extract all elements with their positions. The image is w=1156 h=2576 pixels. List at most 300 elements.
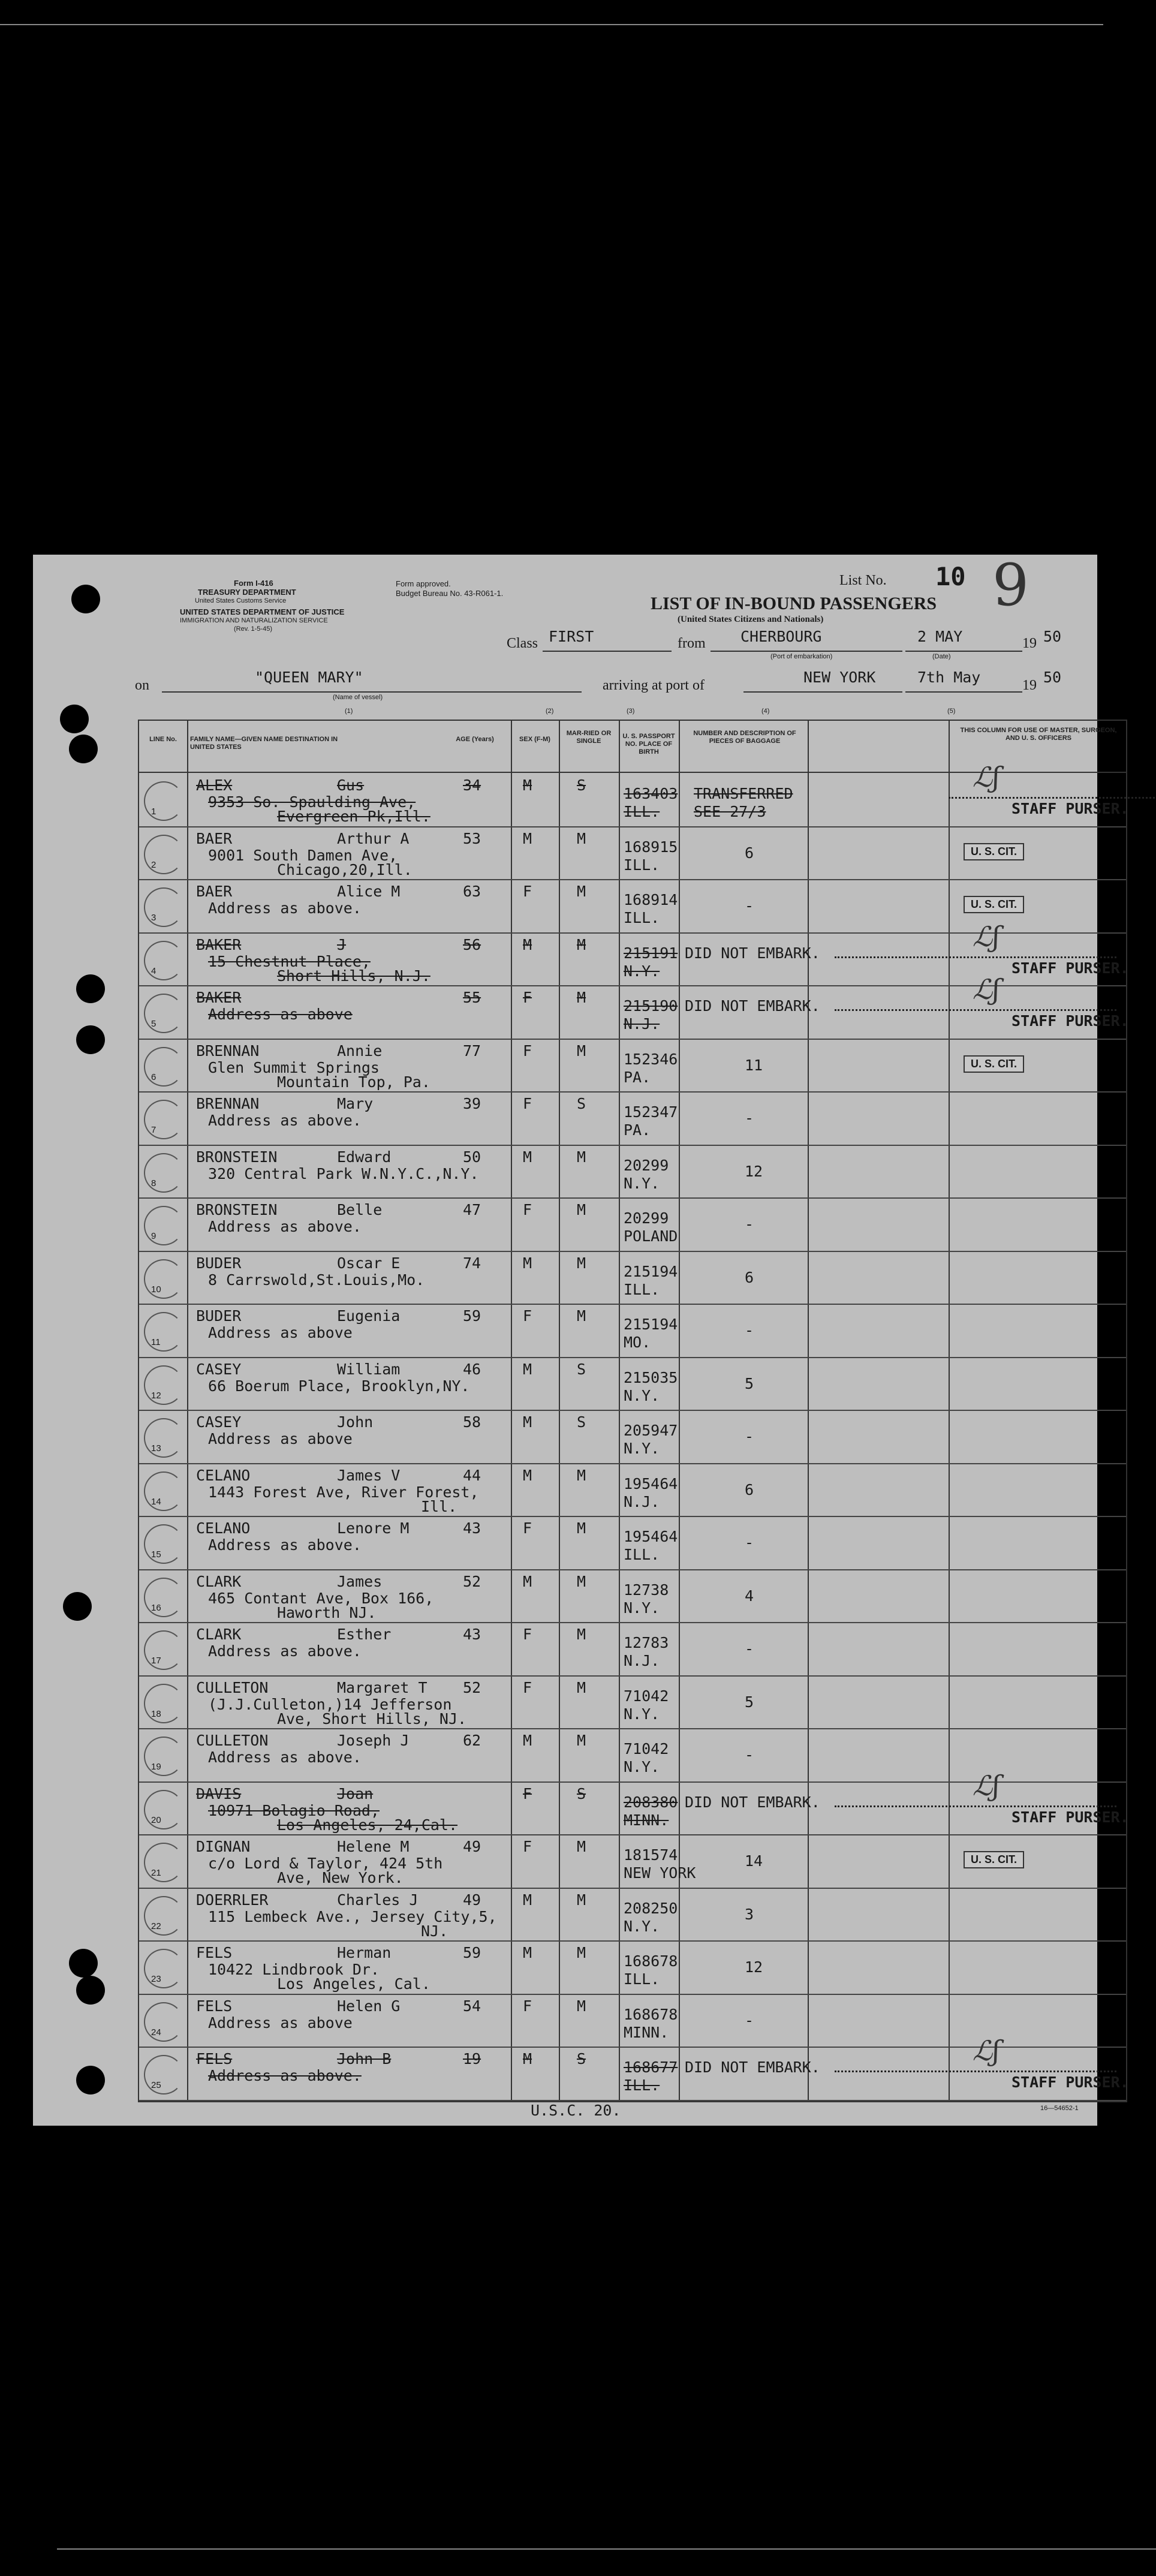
address-line-2: Short Hills, N.J. bbox=[277, 967, 431, 985]
col-num-2: (2) bbox=[546, 708, 554, 715]
line-number: 8 bbox=[151, 1178, 156, 1188]
from-label: from bbox=[678, 636, 706, 651]
marital-status: M bbox=[577, 1148, 586, 1166]
address-line-1: Address as above. bbox=[208, 1112, 362, 1129]
baggage-note: SEE 27/3 bbox=[694, 803, 766, 820]
family-name: BAKER bbox=[196, 989, 242, 1006]
given-name: William bbox=[337, 1360, 401, 1378]
header-passport: U. S. PASSPORT NO. PLACE OF BIRTH bbox=[622, 733, 675, 756]
table-row bbox=[139, 1304, 1126, 1358]
family-name: CASEY bbox=[196, 1360, 242, 1378]
baggage: TRANSFERRED bbox=[694, 785, 793, 802]
col-num-1: (1) bbox=[345, 708, 353, 715]
sex: M bbox=[523, 1732, 532, 1749]
age: 44 bbox=[463, 1466, 481, 1484]
given-name: Alice M bbox=[337, 883, 401, 900]
baggage: 12 bbox=[745, 1162, 763, 1180]
passport-number: 215194 bbox=[624, 1262, 678, 1280]
address-line-2: Ill. bbox=[421, 1497, 457, 1515]
age: 63 bbox=[463, 883, 481, 900]
line-number: 25 bbox=[151, 2080, 161, 2090]
place-of-birth: N.Y. bbox=[624, 1599, 660, 1617]
address-line-2: Los Angeles, Cal. bbox=[277, 1975, 431, 1993]
place-of-birth: POLAND bbox=[624, 1227, 678, 1245]
baggage: - bbox=[745, 2011, 754, 2029]
table-row bbox=[139, 1769, 1129, 1836]
dotted-line bbox=[835, 956, 1116, 958]
place-of-birth: PA. bbox=[624, 1121, 651, 1139]
marital-status: M bbox=[577, 1997, 586, 2015]
baggage: - bbox=[745, 1640, 754, 1657]
tick-mark bbox=[144, 1737, 183, 1776]
baggage: DID NOT EMBARK. bbox=[685, 997, 820, 1015]
given-name: Gus bbox=[337, 777, 365, 794]
address-line-1: (J.J.Culleton,)14 Jefferson bbox=[208, 1695, 452, 1713]
table-row bbox=[139, 1091, 1126, 1146]
address-line-1: Address as above. bbox=[208, 2067, 362, 2084]
table-row bbox=[139, 1463, 1126, 1518]
footer-form-code: U.S.C. 20. bbox=[531, 2102, 621, 2119]
passport-number: 215191 bbox=[624, 944, 678, 962]
age: 49 bbox=[463, 1838, 481, 1855]
tick-mark bbox=[144, 1896, 183, 1936]
baggage: 3 bbox=[745, 1905, 754, 1923]
given-name: Joan bbox=[337, 1784, 374, 1802]
given-name: John B bbox=[337, 2050, 392, 2068]
port-caption: (Port of embarkation) bbox=[770, 653, 833, 660]
tick-mark bbox=[144, 994, 183, 1033]
given-name: James bbox=[337, 1572, 383, 1590]
baggage: - bbox=[745, 1109, 754, 1127]
address-line-1: Address as above. bbox=[208, 899, 362, 917]
baggage: DID NOT EMBARK. bbox=[685, 1793, 820, 1811]
age: 74 bbox=[463, 1254, 481, 1272]
address-line-1: 66 Boerum Place, Brooklyn,NY. bbox=[208, 1377, 470, 1395]
marital-status: M bbox=[577, 883, 586, 900]
sex: M bbox=[523, 1891, 532, 1909]
address-line-2: Haworth NJ. bbox=[277, 1603, 377, 1621]
marital-status: M bbox=[577, 1838, 586, 1855]
family-name: BRENNAN bbox=[196, 1095, 260, 1112]
age: 47 bbox=[463, 1201, 481, 1218]
vessel-caption: (Name of vessel) bbox=[333, 694, 383, 701]
place-of-birth: N.Y. bbox=[624, 962, 660, 980]
tick-mark bbox=[144, 1471, 183, 1511]
line-number: 17 bbox=[151, 1656, 161, 1666]
address-line-2: Ave, Short Hills, NJ. bbox=[277, 1710, 467, 1728]
age: 19 bbox=[463, 2050, 481, 2068]
punch-hole bbox=[69, 1949, 98, 1978]
class-label: Class bbox=[507, 636, 538, 651]
tick-mark bbox=[144, 1312, 183, 1352]
place-of-birth: PA. bbox=[624, 1068, 651, 1086]
address-line-1: 10422 Lindbrook Dr. bbox=[208, 1961, 380, 1978]
table-row bbox=[139, 1145, 1126, 1199]
passport-number: 71042 bbox=[624, 1740, 669, 1758]
tick-mark bbox=[144, 1259, 183, 1299]
address-line-2: Mountain Top, Pa. bbox=[277, 1073, 431, 1091]
place-of-birth: N.J. bbox=[624, 1015, 660, 1033]
line-number: 5 bbox=[151, 1019, 156, 1029]
date-caption: (Date) bbox=[932, 653, 951, 660]
line-number: 3 bbox=[151, 913, 156, 923]
marital-status: M bbox=[577, 1944, 586, 1961]
arrival-date-underline bbox=[905, 691, 1022, 693]
dotted-line bbox=[835, 1805, 1116, 1807]
passport-number: 152346 bbox=[624, 1050, 678, 1068]
given-name: Belle bbox=[337, 1201, 383, 1218]
place-of-birth: MINN. bbox=[624, 1811, 669, 1829]
passport-number: 195464 bbox=[624, 1528, 678, 1545]
family-name: DOERRLER bbox=[196, 1891, 269, 1909]
given-name: Arthur A bbox=[337, 829, 410, 847]
place-of-birth: N.Y. bbox=[624, 1386, 660, 1404]
sex: F bbox=[523, 1838, 532, 1855]
scan-edge-bottom bbox=[57, 2548, 1156, 2550]
baggage: 6 bbox=[745, 844, 754, 862]
tick-mark bbox=[144, 887, 183, 927]
address-line-1: 115 Lembeck Ave., Jersey City,5, bbox=[208, 1907, 497, 1925]
dotted-line bbox=[835, 2071, 1116, 2072]
age: 43 bbox=[463, 1519, 481, 1537]
table-row bbox=[139, 826, 1126, 881]
sex: M bbox=[523, 1360, 532, 1378]
year-embark: 50 bbox=[1043, 628, 1062, 645]
family-name: FELS bbox=[196, 2050, 233, 2068]
age: 54 bbox=[463, 1997, 481, 2015]
table-row bbox=[139, 1516, 1126, 1570]
table-row bbox=[139, 1888, 1126, 1942]
baggage: DID NOT EMBARK. bbox=[685, 944, 820, 962]
punch-hole bbox=[76, 1976, 105, 2005]
given-name: Herman bbox=[337, 1944, 392, 1961]
passport-number: 205947 bbox=[624, 1422, 678, 1439]
baggage: 5 bbox=[745, 1693, 754, 1711]
line-number: 10 bbox=[151, 1284, 161, 1295]
line-number: 2 bbox=[151, 859, 156, 870]
address-line-1: Address as above bbox=[208, 1430, 353, 1448]
passenger-table bbox=[138, 720, 1127, 2102]
tick-mark bbox=[144, 2002, 183, 2042]
address-line-1: 9001 South Damen Ave, bbox=[208, 846, 398, 864]
budget-bureau: Budget Bureau No. 43-R061-1. bbox=[396, 589, 504, 598]
dotted-line bbox=[949, 797, 1156, 799]
marital-status: M bbox=[577, 1307, 586, 1325]
address-line-1: 10971 Bolagio Road, bbox=[208, 1801, 380, 1819]
baggage: 12 bbox=[745, 1958, 763, 1976]
tick-mark bbox=[144, 781, 183, 821]
address-line-2: Los Angeles, 24,Cal. bbox=[277, 1816, 458, 1834]
place-of-birth: N.J. bbox=[624, 1652, 660, 1669]
staff-purser-note: STAFF PURSER. bbox=[1012, 2074, 1129, 2091]
header-sex: SEX (F-M) bbox=[519, 736, 550, 743]
sex: M bbox=[523, 1944, 532, 1961]
line-number: 15 bbox=[151, 1549, 161, 1560]
sex: F bbox=[523, 1042, 532, 1060]
sex: M bbox=[523, 829, 532, 847]
tick-mark bbox=[144, 1153, 183, 1193]
staff-purser-note: STAFF PURSER. bbox=[1012, 1808, 1129, 1826]
revision-date: (Rev. 1-5-45) bbox=[234, 625, 272, 633]
age: 52 bbox=[463, 1572, 481, 1590]
tick-mark bbox=[144, 1630, 183, 1670]
address-line-1: c/o Lord & Taylor, 424 5th bbox=[208, 1855, 443, 1872]
marital-status: S bbox=[577, 1360, 586, 1378]
line-number: 6 bbox=[151, 1072, 156, 1082]
age: 46 bbox=[463, 1360, 481, 1378]
sex: M bbox=[523, 1413, 532, 1431]
table-row bbox=[139, 1251, 1126, 1305]
passport-number: 71042 bbox=[624, 1687, 669, 1705]
age: 52 bbox=[463, 1678, 481, 1696]
family-name: CLARK bbox=[196, 1572, 242, 1590]
port-of-arrival: NEW YORK bbox=[803, 669, 876, 686]
family-name: BUDER bbox=[196, 1254, 242, 1272]
department-justice: UNITED STATES DEPARTMENT OF JUSTICE bbox=[180, 607, 345, 616]
passport-number: 12738 bbox=[624, 1581, 669, 1599]
family-name: BAER bbox=[196, 829, 233, 847]
header-family-name: FAMILY NAME—GIVEN NAME DESTINATION IN UNITED STATES bbox=[190, 736, 338, 751]
given-name: Joseph J bbox=[337, 1732, 410, 1749]
punch-hole bbox=[63, 1592, 92, 1621]
place-of-birth: MINN. bbox=[624, 2023, 669, 2041]
given-name: Margaret T bbox=[337, 1678, 428, 1696]
date-underline bbox=[905, 651, 1022, 652]
tick-mark bbox=[144, 1578, 183, 1617]
department-treasury: TREASURY DEPARTMENT bbox=[198, 588, 296, 597]
sex: F bbox=[523, 1307, 532, 1325]
place-of-birth: N.Y. bbox=[624, 1705, 660, 1723]
passport-number: 12783 bbox=[624, 1634, 669, 1651]
passport-number: 168914 bbox=[624, 891, 678, 908]
header-officials: THIS COLUMN FOR USE OF MASTER, SURGEON, AND U. S. OFFICERS bbox=[960, 727, 1117, 742]
address-line-1: Address as above. bbox=[208, 1642, 362, 1660]
arriving-label: arriving at port of bbox=[603, 678, 705, 693]
passport-number: 208380 bbox=[624, 1793, 678, 1811]
passport-number: 195464 bbox=[624, 1474, 678, 1492]
tick-mark bbox=[144, 1524, 183, 1564]
marital-status: M bbox=[577, 1626, 586, 1643]
class-underline bbox=[543, 651, 672, 652]
line-number: 18 bbox=[151, 1708, 161, 1719]
punch-hole bbox=[76, 2066, 105, 2094]
baggage: DID NOT EMBARK. bbox=[685, 2059, 820, 2076]
passport-number: 181574 bbox=[624, 1846, 678, 1864]
list-number: 10 bbox=[935, 562, 966, 591]
form-title: LIST OF IN-BOUND PASSENGERS bbox=[651, 594, 937, 613]
line-number: 21 bbox=[151, 1868, 161, 1878]
tick-mark bbox=[144, 1206, 183, 1245]
address-line-2: Evergreen Pk,Ill. bbox=[277, 808, 431, 825]
age: 39 bbox=[463, 1095, 481, 1112]
sex: F bbox=[523, 1626, 532, 1643]
address-line-1: 1443 Forest Ave, River Forest, bbox=[208, 1483, 479, 1501]
given-name: Oscar E bbox=[337, 1254, 401, 1272]
family-name: BAKER bbox=[196, 935, 242, 953]
baggage: 6 bbox=[745, 1480, 754, 1498]
passport-number: 20299 bbox=[624, 1156, 669, 1174]
line-number: 22 bbox=[151, 1921, 161, 1931]
address-line-1: 465 Contant Ave, Box 166, bbox=[208, 1589, 434, 1607]
staff-purser-note: STAFF PURSER. bbox=[1012, 800, 1129, 817]
sex: M bbox=[523, 2050, 532, 2068]
line-number: 9 bbox=[151, 1231, 156, 1241]
class-value: FIRST bbox=[549, 628, 594, 645]
passport-number: 163403 bbox=[624, 785, 678, 802]
passport-number: 215194 bbox=[624, 1316, 678, 1333]
marital-status: M bbox=[577, 1254, 586, 1272]
passport-number: 215190 bbox=[624, 997, 678, 1015]
age: 55 bbox=[463, 989, 481, 1006]
family-name: FELS bbox=[196, 1997, 233, 2015]
line-number: 14 bbox=[151, 1496, 161, 1507]
given-name: Helen G bbox=[337, 1997, 401, 2015]
address-line-2: Chicago,20,Ill. bbox=[277, 860, 413, 878]
place-of-birth: N.Y. bbox=[624, 1174, 660, 1192]
age: 49 bbox=[463, 1891, 481, 1909]
baggage: - bbox=[745, 1322, 754, 1339]
passport-number: 20299 bbox=[624, 1209, 669, 1227]
table-row bbox=[139, 1675, 1126, 1730]
header-baggage: NUMBER AND DESCRIPTION OF PIECES OF BAGGAGE bbox=[693, 730, 796, 745]
punch-hole bbox=[76, 1025, 105, 1054]
line-number: 1 bbox=[151, 806, 156, 817]
date-of-embarkation: 2 MAY bbox=[917, 628, 963, 645]
tick-mark bbox=[144, 1843, 183, 1882]
dotted-line bbox=[835, 1009, 1116, 1011]
marital-status: M bbox=[577, 1042, 586, 1060]
sex: F bbox=[523, 1784, 532, 1802]
baggage: - bbox=[745, 1534, 754, 1551]
us-citizen-stamp: U. S. CIT. bbox=[964, 896, 1024, 913]
table-row bbox=[139, 2035, 1129, 2101]
family-name: BRONSTEIN bbox=[196, 1201, 278, 1218]
tick-mark bbox=[144, 1418, 183, 1458]
tick-mark bbox=[144, 1949, 183, 1988]
year-prefix: 19 bbox=[1022, 636, 1037, 651]
us-citizen-stamp: U. S. CIT. bbox=[964, 1851, 1024, 1868]
baggage: - bbox=[745, 1215, 754, 1233]
marital-status: M bbox=[577, 1732, 586, 1749]
tick-mark bbox=[144, 1365, 183, 1405]
place-of-birth: ILL. bbox=[624, 856, 660, 874]
line-number: 16 bbox=[151, 1602, 161, 1613]
address-line-1: Address as above bbox=[208, 2014, 353, 2032]
tick-mark bbox=[144, 1047, 183, 1087]
punch-hole bbox=[60, 705, 89, 733]
family-name: CLARK bbox=[196, 1626, 242, 1643]
header-age: AGE (Years) bbox=[456, 736, 494, 743]
staff-purser-note: STAFF PURSER. bbox=[1012, 959, 1129, 977]
port-underline bbox=[711, 651, 902, 652]
address-line-2: NJ. bbox=[421, 1922, 448, 1940]
tick-mark bbox=[144, 1100, 183, 1139]
line-number: 23 bbox=[151, 1974, 161, 1984]
marital-status: S bbox=[577, 1095, 586, 1112]
on-label: on bbox=[135, 678, 149, 693]
marital-status: M bbox=[577, 1519, 586, 1537]
col-num-4: (4) bbox=[761, 708, 770, 715]
line-number: 4 bbox=[151, 965, 156, 976]
age: 62 bbox=[463, 1732, 481, 1749]
place-of-birth: N.Y. bbox=[624, 1917, 660, 1935]
given-name: John bbox=[337, 1413, 374, 1431]
sex: F bbox=[523, 1519, 532, 1537]
place-of-birth: N.J. bbox=[624, 1492, 660, 1510]
table-row bbox=[139, 1940, 1126, 1995]
address-line-1: 15 Chestnut Place, bbox=[208, 952, 371, 970]
vessel-underline bbox=[162, 691, 582, 693]
address-line-1: 9353 So. Spaulding Ave, bbox=[208, 793, 416, 811]
tick-mark bbox=[144, 1684, 183, 1723]
purser-signature: ℒʃ bbox=[973, 1769, 1000, 1802]
col-num-5: (5) bbox=[947, 708, 956, 715]
passport-number: 168915 bbox=[624, 838, 678, 856]
age: 77 bbox=[463, 1042, 481, 1060]
family-name: BAER bbox=[196, 883, 233, 900]
date-of-arrival: 7th May bbox=[917, 669, 981, 686]
marital-status: S bbox=[577, 777, 586, 794]
family-name: DAVIS bbox=[196, 1784, 242, 1802]
sex: F bbox=[523, 1678, 532, 1696]
table-row bbox=[139, 1197, 1126, 1252]
address-line-1: 8 Carrswold,St.Louis,Mo. bbox=[208, 1271, 425, 1289]
table-row bbox=[139, 1569, 1126, 1624]
place-of-birth: ILL. bbox=[624, 1546, 660, 1563]
us-citizen-stamp: U. S. CIT. bbox=[964, 1055, 1024, 1073]
address-line-1: Address as above bbox=[208, 1006, 353, 1023]
address-line-1: Address as above bbox=[208, 1324, 353, 1341]
marital-status: S bbox=[577, 2050, 586, 2068]
place-of-birth: ILL. bbox=[624, 1280, 660, 1298]
sex: M bbox=[523, 1148, 532, 1166]
sex: M bbox=[523, 935, 532, 953]
passport-number: 168678 bbox=[624, 2005, 678, 2023]
marital-status: S bbox=[577, 1413, 586, 1431]
table-row bbox=[139, 1039, 1126, 1093]
purser-signature: ℒʃ bbox=[973, 2035, 1000, 2067]
line-number: 13 bbox=[151, 1443, 161, 1453]
table-row bbox=[139, 1834, 1126, 1889]
place-of-birth: ILL. bbox=[624, 2077, 660, 2094]
line-number: 20 bbox=[151, 1814, 161, 1825]
address-line-1: Address as above. bbox=[208, 1218, 362, 1235]
form-subtitle: (United States Citizens and Nationals) bbox=[678, 615, 824, 624]
sex: F bbox=[523, 1201, 532, 1218]
table-row bbox=[139, 1622, 1126, 1677]
baggage: 14 bbox=[745, 1852, 763, 1870]
address-line-1: Address as above. bbox=[208, 1749, 362, 1766]
marital-status: M bbox=[577, 1891, 586, 1909]
family-name: BRENNAN bbox=[196, 1042, 260, 1060]
place-of-birth: ILL. bbox=[624, 1970, 660, 1988]
scan-edge-top bbox=[0, 24, 1103, 25]
marital-status: M bbox=[577, 935, 586, 953]
header-married: MAR-RIED OR SINGLE bbox=[566, 730, 612, 745]
age: 59 bbox=[463, 1307, 481, 1325]
age: 59 bbox=[463, 1944, 481, 1961]
tick-mark bbox=[144, 835, 183, 874]
punch-hole bbox=[71, 585, 100, 613]
family-name: DIGNAN bbox=[196, 1838, 251, 1855]
line-number: 12 bbox=[151, 1390, 161, 1401]
place-of-birth: MO. bbox=[624, 1334, 651, 1351]
table-row bbox=[139, 1410, 1126, 1464]
age: 43 bbox=[463, 1626, 481, 1643]
sex: F bbox=[523, 1997, 532, 2015]
line-number: 7 bbox=[151, 1125, 156, 1135]
given-name: Annie bbox=[337, 1042, 383, 1060]
